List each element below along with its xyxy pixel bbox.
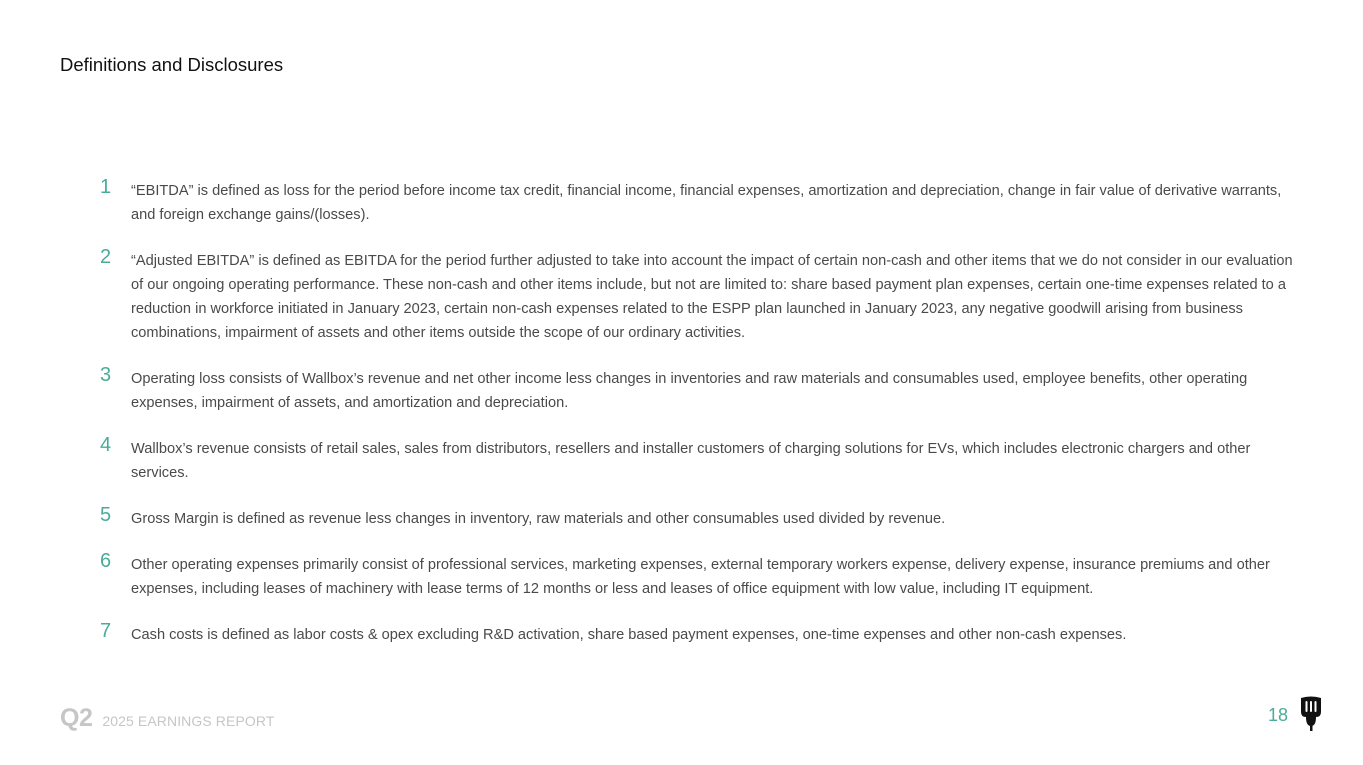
definition-text: Other operating expenses primarily consist of professional services, marketing expenses, external temporary workers expense, delivery expense, insurance premiums and other expenses, including leases of machinery with lease terms of 12 months or less and leases of office equipment with low value, including IT equipment.	[131, 557, 1270, 597]
definition-number: 6	[100, 550, 112, 572]
definition-number: 4	[100, 434, 112, 456]
definitions-list	[100, 176, 1300, 647]
definition-item	[100, 550, 1300, 601]
definition-text: Wallbox’s revenue consists of retail sales, sales from distributors, resellers and installer customers of charging solutions for EVs, which includes electronic chargers and other services.	[131, 441, 1251, 481]
definition-text: “EBITDA” is defined as loss for the period before income tax credit, financial income, financial expenses, amortization and depreciation, change in fair value of derivative warrants, and foreign exchange gains/(losses).	[131, 183, 1282, 223]
definition-item	[100, 364, 1300, 415]
definition-number: 2	[100, 246, 112, 268]
definition-text: Cash costs is defined as labor costs & opex excluding R&D activation, share based payment expenses, one-time expenses and other non-cash expenses.	[131, 627, 1127, 643]
definition-item	[100, 504, 1300, 531]
definition-item	[100, 434, 1300, 485]
definition-number: 7	[100, 620, 112, 642]
definition-item	[100, 620, 1300, 647]
page-title: Definitions and Disclosures	[60, 54, 284, 75]
definition-item	[100, 176, 1300, 227]
definition-item	[100, 246, 1300, 345]
definition-number: 3	[100, 364, 112, 386]
definition-text: Gross Margin is defined as revenue less changes in inventory, raw materials and other consumables used divided by revenue.	[131, 511, 946, 527]
footer-report-title: 2025 EARNINGS REPORT	[102, 713, 275, 729]
definition-text: Operating loss consists of Wallbox’s revenue and net other income less changes in inventories and raw materials and consumables used, employee benefits, other operating expenses, impairment of assets, and amortization and depreciation.	[131, 371, 1248, 411]
definition-text: “Adjusted EBITDA” is defined as EBITDA for the period further adjusted to take into account the impact of certain non-cash and other items that we do not consider in our evaluation of our ongoing operating performance. These non-cash and other items include, but not are limited to: share based payment plan expenses, certain one-time expenses related to a reduction in workforce initiated in January 2023, certain non-cash expenses related to the ESPP plan launched in January 2023, any negative goodwill arising from business combinations, impairment of assets and other items outside the scope of our ordinary activities.	[131, 253, 1293, 341]
page-number: 18	[1268, 705, 1289, 725]
footer-report-label	[60, 704, 275, 733]
footer-quarter: Q2	[60, 704, 93, 732]
definition-number: 1	[100, 176, 112, 198]
wallbox-logo-icon	[1299, 696, 1323, 734]
definition-number: 5	[100, 504, 112, 526]
